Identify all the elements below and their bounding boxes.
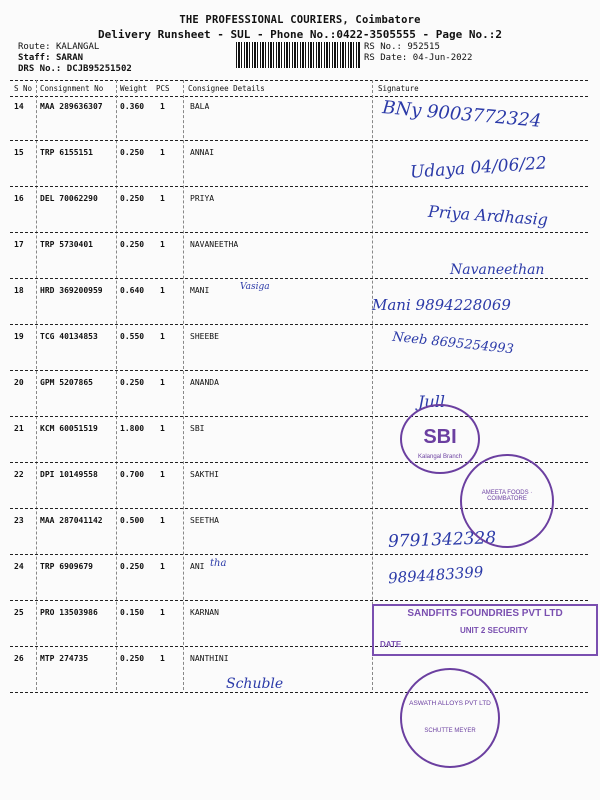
table-row <box>0 378 600 424</box>
row-consignment-no: DPI 10149558 <box>40 470 98 479</box>
row-pcs: 1 <box>160 378 165 387</box>
row-consignment-no: MTP 274735 <box>40 654 89 663</box>
staff-value: SARAN <box>55 53 84 63</box>
row-pcs: 1 <box>160 148 165 157</box>
row-divider <box>10 140 588 141</box>
row-divider <box>10 324 588 325</box>
row-consignment-no: DEL 70062290 <box>40 194 98 203</box>
row-weight: 0.250 <box>120 654 145 663</box>
signature-23: 9791342328 <box>387 528 497 552</box>
row-consignee: SAKTHI <box>190 470 219 479</box>
row-weight: 0.700 <box>120 470 145 479</box>
row-sno: 14 <box>14 102 24 111</box>
row-consignment-no: MAA 287041142 <box>40 516 103 525</box>
row-weight: 0.250 <box>120 562 145 571</box>
signature-14: BNy 9003772324 <box>381 97 543 132</box>
col-weight: Weight <box>120 84 148 93</box>
row-consignment-no: MAA 289636307 <box>40 102 103 111</box>
staff-line <box>18 53 83 63</box>
row-sno: 16 <box>14 194 24 203</box>
runsheet-title: THE PROFESSIONAL COURIERS, Coimbatore <box>179 14 421 26</box>
row-divider <box>10 692 588 693</box>
row-sno: 15 <box>14 148 24 157</box>
row-weight: 0.250 <box>120 194 145 203</box>
sbi-stamp-text: SBI <box>423 426 457 448</box>
signature-17: Navaneethan <box>450 262 545 278</box>
row-weight: 0.250 <box>120 240 145 249</box>
row-divider <box>10 232 588 233</box>
route-line <box>18 42 99 52</box>
runsheet-subtitle: Delivery Runsheet - SUL - Phone No.:0422-3505555 - Page No.:2 <box>98 28 502 41</box>
row-pcs: 1 <box>160 332 165 341</box>
ameeta-foods-stamp <box>460 454 554 548</box>
rs-no-line <box>364 42 440 52</box>
consignee-note-18: Vasiga <box>240 282 270 292</box>
row-sno: 25 <box>14 608 24 617</box>
sandfits-stamp <box>372 604 598 656</box>
row-consignee: BALA <box>190 102 210 111</box>
row-consignment-no: TCG 40134853 <box>40 332 98 341</box>
ameeta-stamp-text: AMEETA FOODS · COIMBATORE <box>481 490 533 502</box>
drs-line <box>18 64 132 74</box>
row-weight: 0.550 <box>120 332 145 341</box>
signature-21: Jull <box>418 392 445 411</box>
sandfits-stamp-unit: UNIT 2 SECURITY <box>460 626 529 635</box>
schutte-stamp-name: SCHUTTE MEYER <box>424 728 476 734</box>
row-consignee: NANTHINI <box>190 654 229 663</box>
row-pcs: 1 <box>160 194 165 203</box>
row-sno: 26 <box>14 654 24 663</box>
header-rule-top <box>10 80 588 81</box>
row-divider <box>10 600 588 601</box>
row-consignment-no: GPM 5207865 <box>40 378 93 387</box>
signature-26: Schuble <box>226 676 284 692</box>
row-consignment-no: TRP 5730401 <box>40 240 93 249</box>
sbi-stamp <box>400 404 480 474</box>
row-sno: 24 <box>14 562 24 571</box>
sbi-stamp-branch: Kalangal Branch <box>417 454 463 460</box>
signature-19: Neeb 8695254993 <box>391 329 515 358</box>
row-pcs: 1 <box>160 516 165 525</box>
signature-18: Mani 9894228069 <box>372 296 511 314</box>
row-sno: 19 <box>14 332 24 341</box>
aswath-alloys-stamp <box>400 668 500 768</box>
signature-24: 9894483399 <box>387 562 484 588</box>
col-signature: Signature <box>378 84 419 93</box>
row-pcs: 1 <box>160 424 165 433</box>
row-consignee: ANNAI <box>190 148 215 157</box>
table-row <box>0 654 600 700</box>
consignee-note-24: tha <box>210 558 227 569</box>
col-sno: S No <box>14 84 33 93</box>
sandfits-stamp-name: SANDFITS FOUNDRIES PVT LTD <box>407 608 563 619</box>
row-pcs: 1 <box>160 654 165 663</box>
row-weight: 0.250 <box>120 378 145 387</box>
row-weight: 0.150 <box>120 608 145 617</box>
row-weight: 0.360 <box>120 102 145 111</box>
sandfits-stamp-date: DATE <box>380 640 402 649</box>
drs-value: DCJB95251502 <box>66 64 132 74</box>
row-consignee: PRIYA <box>190 194 215 203</box>
drs-label: DRS No.: <box>18 64 62 74</box>
row-pcs: 1 <box>160 562 165 571</box>
rs-date-line <box>364 53 472 63</box>
row-sno: 23 <box>14 516 24 525</box>
row-sno: 17 <box>14 240 24 249</box>
row-pcs: 1 <box>160 608 165 617</box>
row-pcs: 1 <box>160 240 165 249</box>
table-row <box>0 562 600 608</box>
row-weight: 1.800 <box>120 424 145 433</box>
row-sno: 20 <box>14 378 24 387</box>
row-sno: 21 <box>14 424 24 433</box>
header-rule-bottom <box>10 96 588 97</box>
row-pcs: 1 <box>160 102 165 111</box>
row-pcs: 1 <box>160 286 165 295</box>
row-divider <box>10 370 588 371</box>
row-weight: 0.500 <box>120 516 145 525</box>
rs-date-value: 04-Jun-2022 <box>412 53 473 63</box>
row-consignee: ANANDA <box>190 378 219 387</box>
row-divider <box>10 416 588 417</box>
row-weight: 0.250 <box>120 148 145 157</box>
rs-no-value: 952515 <box>407 42 440 52</box>
row-consignee: SEETHA <box>190 516 219 525</box>
row-consignee: SHEEBE <box>190 332 219 341</box>
row-pcs: 1 <box>160 470 165 479</box>
row-consignee: KARNAN <box>190 608 219 617</box>
row-consignment-no: TRP 6155151 <box>40 148 93 157</box>
row-consignment-no: HRD 369200959 <box>40 286 103 295</box>
col-consignee: Consignee Details <box>188 84 265 93</box>
row-consignment-no: PRO 13503986 <box>40 608 98 617</box>
row-consignee: NAVANEETHA <box>190 240 239 249</box>
rs-no-label: RS No.: <box>364 42 402 52</box>
row-consignee: ANI <box>190 562 205 571</box>
row-divider <box>10 554 588 555</box>
row-divider <box>10 278 588 279</box>
signature-15: Udaya 04/06/22 <box>409 153 548 183</box>
row-consignee: SBI <box>190 424 205 433</box>
row-sno: 22 <box>14 470 24 479</box>
row-consignment-no: KCM 60051519 <box>40 424 98 433</box>
route-value: KALANGAL <box>55 42 100 52</box>
col-pcs: PCS <box>156 84 170 93</box>
signature-16: Priya Ardhasig <box>427 201 549 230</box>
row-consignment-no: TRP 6909679 <box>40 562 93 571</box>
rs-date-label: RS Date: <box>364 53 408 63</box>
row-weight: 0.640 <box>120 286 145 295</box>
row-consignee: MANI <box>190 286 210 295</box>
barcode <box>236 42 360 68</box>
staff-label: Staff: <box>18 53 51 63</box>
route-label: Route: <box>18 42 51 52</box>
row-divider <box>10 186 588 187</box>
row-sno: 18 <box>14 286 24 295</box>
aswath-stamp-name: ASWATH ALLOYS PVT LTD <box>409 700 491 707</box>
col-consignment: Consignment No <box>40 84 104 93</box>
